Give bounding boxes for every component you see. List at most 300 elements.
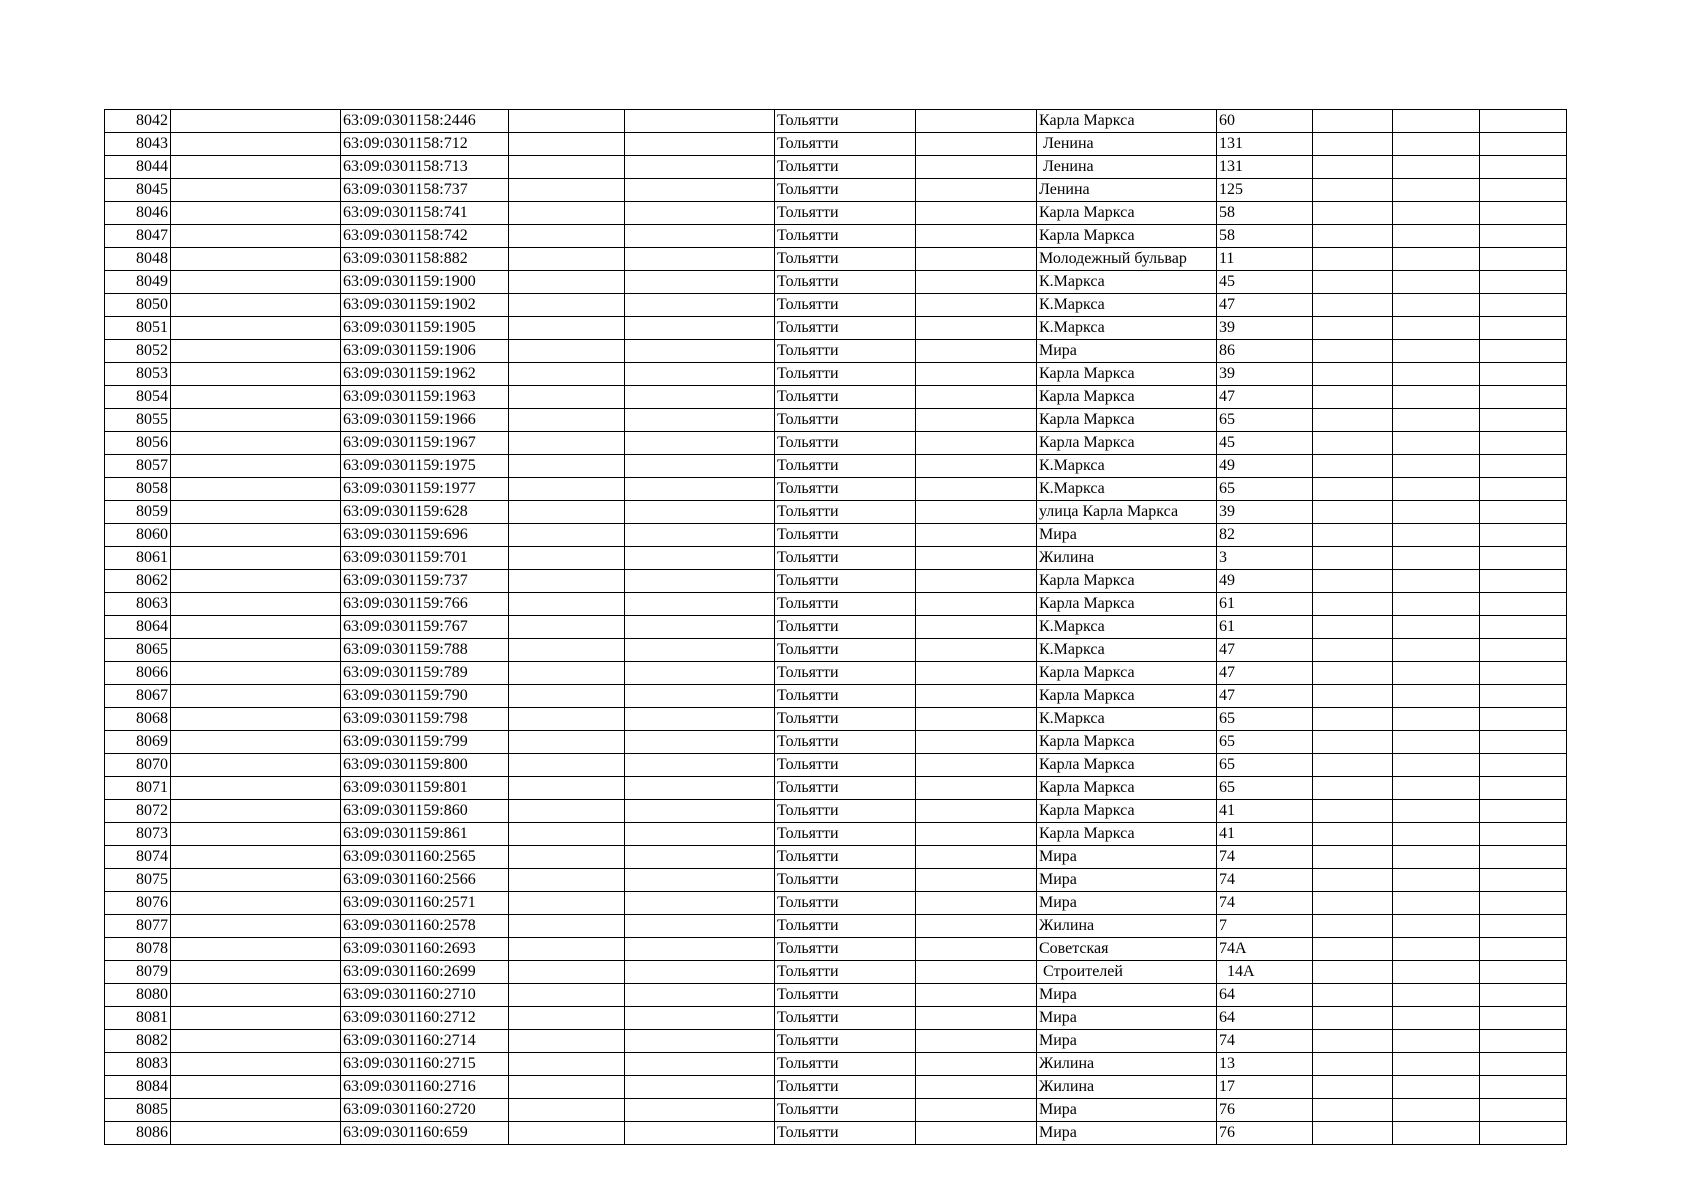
city-cell: Тольятти (775, 524, 916, 547)
empty-cell (509, 754, 625, 777)
empty-cell (171, 1007, 341, 1030)
empty-cell (1480, 915, 1567, 938)
empty-cell (1480, 363, 1567, 386)
empty-cell (1313, 271, 1393, 294)
house-number: 64 (1217, 1007, 1313, 1030)
empty-cell (916, 110, 1037, 133)
empty-cell (916, 662, 1037, 685)
empty-cell (916, 639, 1037, 662)
table-row (105, 1122, 1567, 1145)
empty-cell (509, 1030, 625, 1053)
empty-cell (1480, 639, 1567, 662)
empty-cell (509, 501, 625, 524)
cadastral-number: 63:09:0301160:2578 (341, 915, 509, 938)
empty-cell (916, 1076, 1037, 1099)
empty-cell (625, 248, 775, 271)
empty-cell (1393, 1122, 1480, 1145)
empty-cell (1480, 961, 1567, 984)
cadastral-number: 63:09:0301159:1975 (341, 455, 509, 478)
empty-cell (1393, 133, 1480, 156)
empty-cell (625, 938, 775, 961)
table-row (105, 340, 1567, 363)
house-number: 39 (1217, 317, 1313, 340)
row-number: 8074 (105, 846, 171, 869)
row-number: 8047 (105, 225, 171, 248)
row-number: 8065 (105, 639, 171, 662)
street-cell: Карла Маркса (1037, 593, 1217, 616)
city-cell: Тольятти (775, 892, 916, 915)
house-number: 76 (1217, 1122, 1313, 1145)
empty-cell (625, 915, 775, 938)
empty-cell (509, 1076, 625, 1099)
empty-cell (1313, 317, 1393, 340)
empty-cell (171, 639, 341, 662)
empty-cell (625, 869, 775, 892)
row-number: 8048 (105, 248, 171, 271)
empty-cell (171, 777, 341, 800)
empty-cell (1313, 984, 1393, 1007)
empty-cell (1393, 961, 1480, 984)
house-number: 76 (1217, 1099, 1313, 1122)
empty-cell (1313, 409, 1393, 432)
row-number: 8068 (105, 708, 171, 731)
street-cell: Мира (1037, 869, 1217, 892)
empty-cell (509, 961, 625, 984)
city-cell: Тольятти (775, 386, 916, 409)
empty-cell (171, 202, 341, 225)
street-cell: Ленина (1037, 179, 1217, 202)
row-number: 8069 (105, 731, 171, 754)
street-cell: Мира (1037, 1099, 1217, 1122)
house-number: 125 (1217, 179, 1313, 202)
empty-cell (1480, 616, 1567, 639)
table-row (105, 156, 1567, 179)
empty-cell (1393, 225, 1480, 248)
empty-cell (509, 524, 625, 547)
table-row (105, 754, 1567, 777)
cadastral-number: 63:09:0301159:1902 (341, 294, 509, 317)
empty-cell (625, 317, 775, 340)
empty-cell (1480, 294, 1567, 317)
table-row (105, 800, 1567, 823)
city-cell: Тольятти (775, 156, 916, 179)
table-row (105, 225, 1567, 248)
empty-cell (1480, 570, 1567, 593)
empty-cell (171, 110, 341, 133)
empty-cell (625, 662, 775, 685)
empty-cell (625, 409, 775, 432)
empty-cell (916, 455, 1037, 478)
street-cell: К.Маркса (1037, 271, 1217, 294)
cadastral-number: 63:09:0301160:2720 (341, 1099, 509, 1122)
row-number: 8066 (105, 662, 171, 685)
empty-cell (509, 409, 625, 432)
empty-cell (171, 271, 341, 294)
empty-cell (171, 616, 341, 639)
empty-cell (171, 1053, 341, 1076)
empty-cell (509, 800, 625, 823)
empty-cell (509, 225, 625, 248)
empty-cell (1480, 432, 1567, 455)
empty-cell (1480, 662, 1567, 685)
empty-cell (509, 248, 625, 271)
empty-cell (171, 846, 341, 869)
cadastral-number: 63:09:0301159:788 (341, 639, 509, 662)
empty-cell (625, 639, 775, 662)
empty-cell (1393, 271, 1480, 294)
empty-cell (509, 202, 625, 225)
empty-cell (625, 524, 775, 547)
empty-cell (1480, 823, 1567, 846)
city-cell: Тольятти (775, 225, 916, 248)
empty-cell (1393, 179, 1480, 202)
empty-cell (916, 409, 1037, 432)
table-row (105, 915, 1567, 938)
city-cell: Тольятти (775, 984, 916, 1007)
empty-cell (1393, 731, 1480, 754)
empty-cell (509, 271, 625, 294)
street-cell: Карла Маркса (1037, 685, 1217, 708)
house-number: 11 (1217, 248, 1313, 271)
table-row (105, 639, 1567, 662)
house-number: 60 (1217, 110, 1313, 133)
empty-cell (171, 593, 341, 616)
house-number: 49 (1217, 570, 1313, 593)
empty-cell (171, 317, 341, 340)
empty-cell (509, 639, 625, 662)
cadastral-number: 63:09:0301160:659 (341, 1122, 509, 1145)
cadastral-number: 63:09:0301160:2571 (341, 892, 509, 915)
table-row (105, 409, 1567, 432)
cadastral-number: 63:09:0301158:741 (341, 202, 509, 225)
empty-cell (171, 340, 341, 363)
empty-cell (1480, 455, 1567, 478)
street-cell: Карла Маркса (1037, 225, 1217, 248)
empty-cell (916, 501, 1037, 524)
house-number: 17 (1217, 1076, 1313, 1099)
empty-cell (1313, 501, 1393, 524)
city-cell: Тольятти (775, 639, 916, 662)
city-cell: Тольятти (775, 593, 916, 616)
empty-cell (171, 708, 341, 731)
street-cell: Карла Маркса (1037, 202, 1217, 225)
empty-cell (1393, 202, 1480, 225)
empty-cell (1480, 984, 1567, 1007)
empty-cell (1393, 1053, 1480, 1076)
empty-cell (1313, 777, 1393, 800)
empty-cell (1313, 1099, 1393, 1122)
empty-cell (1393, 777, 1480, 800)
cadastral-number: 63:09:0301159:801 (341, 777, 509, 800)
empty-cell (1393, 984, 1480, 1007)
street-cell: Строителей (1037, 961, 1217, 984)
empty-cell (1393, 823, 1480, 846)
city-cell: Тольятти (775, 685, 916, 708)
table-row (105, 202, 1567, 225)
cadastral-number: 63:09:0301159:861 (341, 823, 509, 846)
empty-cell (916, 823, 1037, 846)
empty-cell (916, 317, 1037, 340)
street-cell: Карла Маркса (1037, 823, 1217, 846)
empty-cell (509, 662, 625, 685)
empty-cell (171, 363, 341, 386)
row-number: 8058 (105, 478, 171, 501)
street-cell: Мира (1037, 1007, 1217, 1030)
empty-cell (509, 294, 625, 317)
street-cell: Жилина (1037, 1053, 1217, 1076)
empty-cell (916, 777, 1037, 800)
empty-cell (171, 1076, 341, 1099)
empty-cell (1480, 110, 1567, 133)
empty-cell (1480, 202, 1567, 225)
street-cell: К.Маркса (1037, 708, 1217, 731)
house-number: 58 (1217, 202, 1313, 225)
empty-cell (509, 478, 625, 501)
empty-cell (171, 133, 341, 156)
empty-cell (625, 961, 775, 984)
empty-cell (1480, 1053, 1567, 1076)
house-number: 47 (1217, 294, 1313, 317)
empty-cell (1393, 708, 1480, 731)
row-number: 8084 (105, 1076, 171, 1099)
empty-cell (171, 248, 341, 271)
empty-cell (1393, 1099, 1480, 1122)
table-body (105, 110, 1567, 1145)
empty-cell (916, 547, 1037, 570)
empty-cell (1313, 133, 1393, 156)
empty-cell (1393, 869, 1480, 892)
house-number: 14А (1217, 961, 1313, 984)
empty-cell (1393, 501, 1480, 524)
empty-cell (171, 386, 341, 409)
cadastral-number: 63:09:0301159:1905 (341, 317, 509, 340)
table-row (105, 708, 1567, 731)
empty-cell (625, 133, 775, 156)
empty-cell (509, 1007, 625, 1030)
empty-cell (625, 593, 775, 616)
cadastral-number: 63:09:0301160:2566 (341, 869, 509, 892)
empty-cell (916, 340, 1037, 363)
empty-cell (916, 1053, 1037, 1076)
empty-cell (916, 386, 1037, 409)
cadastral-number: 63:09:0301160:2710 (341, 984, 509, 1007)
empty-cell (625, 478, 775, 501)
empty-cell (1393, 340, 1480, 363)
empty-cell (1480, 731, 1567, 754)
street-cell: Карла Маркса (1037, 800, 1217, 823)
empty-cell (1313, 363, 1393, 386)
empty-cell (1393, 570, 1480, 593)
row-number: 8081 (105, 1007, 171, 1030)
house-number: 65 (1217, 478, 1313, 501)
empty-cell (916, 1007, 1037, 1030)
empty-cell (1313, 1122, 1393, 1145)
city-cell: Тольятти (775, 731, 916, 754)
empty-cell (625, 1007, 775, 1030)
street-cell: Карла Маркса (1037, 754, 1217, 777)
empty-cell (509, 915, 625, 938)
empty-cell (1393, 846, 1480, 869)
cadastral-number: 63:09:0301159:737 (341, 570, 509, 593)
row-number: 8056 (105, 432, 171, 455)
empty-cell (1393, 1007, 1480, 1030)
cadastral-number: 63:09:0301158:712 (341, 133, 509, 156)
empty-cell (916, 363, 1037, 386)
house-number: 39 (1217, 363, 1313, 386)
cadastral-number: 63:09:0301160:2716 (341, 1076, 509, 1099)
empty-cell (509, 363, 625, 386)
empty-cell (625, 363, 775, 386)
city-cell: Тольятти (775, 478, 916, 501)
street-cell: улица Карла Маркса (1037, 501, 1217, 524)
row-number: 8044 (105, 156, 171, 179)
empty-cell (509, 547, 625, 570)
empty-cell (1313, 156, 1393, 179)
empty-cell (1393, 800, 1480, 823)
cadastral-number: 63:09:0301159:1963 (341, 386, 509, 409)
street-cell: К.Маркса (1037, 616, 1217, 639)
row-number: 8042 (105, 110, 171, 133)
empty-cell (625, 340, 775, 363)
table-row (105, 685, 1567, 708)
row-number: 8055 (105, 409, 171, 432)
empty-cell (625, 225, 775, 248)
empty-cell (509, 110, 625, 133)
empty-cell (1313, 225, 1393, 248)
row-number: 8051 (105, 317, 171, 340)
table-row (105, 823, 1567, 846)
house-number: 47 (1217, 639, 1313, 662)
empty-cell (625, 777, 775, 800)
empty-cell (1313, 616, 1393, 639)
empty-cell (1480, 800, 1567, 823)
table-row (105, 478, 1567, 501)
street-cell: Мира (1037, 524, 1217, 547)
empty-cell (509, 340, 625, 363)
empty-cell (1480, 317, 1567, 340)
empty-cell (1480, 846, 1567, 869)
empty-cell (1313, 179, 1393, 202)
street-cell: Карла Маркса (1037, 432, 1217, 455)
city-cell: Тольятти (775, 409, 916, 432)
row-number: 8064 (105, 616, 171, 639)
empty-cell (1393, 915, 1480, 938)
empty-cell (1480, 708, 1567, 731)
empty-cell (1393, 478, 1480, 501)
empty-cell (1480, 340, 1567, 363)
table-row (105, 593, 1567, 616)
empty-cell (1313, 386, 1393, 409)
city-cell: Тольятти (775, 1122, 916, 1145)
empty-cell (916, 984, 1037, 1007)
empty-cell (916, 1030, 1037, 1053)
house-number: 86 (1217, 340, 1313, 363)
empty-cell (171, 685, 341, 708)
cadastral-number: 63:09:0301159:767 (341, 616, 509, 639)
table-row (105, 777, 1567, 800)
empty-cell (625, 455, 775, 478)
city-cell: Тольятти (775, 662, 916, 685)
street-cell: Мира (1037, 340, 1217, 363)
empty-cell (509, 823, 625, 846)
empty-cell (625, 294, 775, 317)
empty-cell (1480, 501, 1567, 524)
house-number: 74А (1217, 938, 1313, 961)
empty-cell (509, 777, 625, 800)
empty-cell (1393, 1076, 1480, 1099)
empty-cell (1480, 869, 1567, 892)
street-cell: Ленина (1037, 156, 1217, 179)
house-number: 65 (1217, 731, 1313, 754)
row-number: 8045 (105, 179, 171, 202)
street-cell: Мира (1037, 846, 1217, 869)
empty-cell (625, 1053, 775, 1076)
empty-cell (509, 570, 625, 593)
empty-cell (1313, 869, 1393, 892)
empty-cell (1313, 570, 1393, 593)
row-number: 8080 (105, 984, 171, 1007)
empty-cell (625, 892, 775, 915)
house-number: 65 (1217, 777, 1313, 800)
street-cell: Мира (1037, 984, 1217, 1007)
cadastral-number: 63:09:0301160:2693 (341, 938, 509, 961)
table-row (105, 961, 1567, 984)
empty-cell (171, 823, 341, 846)
empty-cell (1313, 938, 1393, 961)
empty-cell (171, 409, 341, 432)
empty-cell (916, 225, 1037, 248)
empty-cell (1313, 294, 1393, 317)
empty-cell (916, 869, 1037, 892)
cadastral-number: 63:09:0301159:860 (341, 800, 509, 823)
empty-cell (171, 156, 341, 179)
empty-cell (625, 386, 775, 409)
city-cell: Тольятти (775, 1053, 916, 1076)
empty-cell (1393, 639, 1480, 662)
empty-cell (509, 133, 625, 156)
row-number: 8052 (105, 340, 171, 363)
street-cell: Карла Маркса (1037, 363, 1217, 386)
empty-cell (509, 892, 625, 915)
cadastral-number: 63:09:0301160:2714 (341, 1030, 509, 1053)
row-number: 8073 (105, 823, 171, 846)
street-cell: К.Маркса (1037, 294, 1217, 317)
city-cell: Тольятти (775, 915, 916, 938)
empty-cell (171, 892, 341, 915)
city-cell: Тольятти (775, 248, 916, 271)
street-cell: Советская (1037, 938, 1217, 961)
empty-cell (916, 432, 1037, 455)
empty-cell (916, 271, 1037, 294)
empty-cell (1313, 685, 1393, 708)
table-row (105, 501, 1567, 524)
empty-cell (171, 225, 341, 248)
row-number: 8085 (105, 1099, 171, 1122)
house-number: 45 (1217, 271, 1313, 294)
row-number: 8057 (105, 455, 171, 478)
row-number: 8063 (105, 593, 171, 616)
empty-cell (916, 179, 1037, 202)
street-cell: Карла Маркса (1037, 409, 1217, 432)
street-cell: Ленина (1037, 133, 1217, 156)
row-number: 8060 (105, 524, 171, 547)
empty-cell (916, 915, 1037, 938)
cadastral-number: 63:09:0301160:2712 (341, 1007, 509, 1030)
city-cell: Тольятти (775, 938, 916, 961)
row-number: 8086 (105, 1122, 171, 1145)
empty-cell (1393, 1030, 1480, 1053)
city-cell: Тольятти (775, 823, 916, 846)
